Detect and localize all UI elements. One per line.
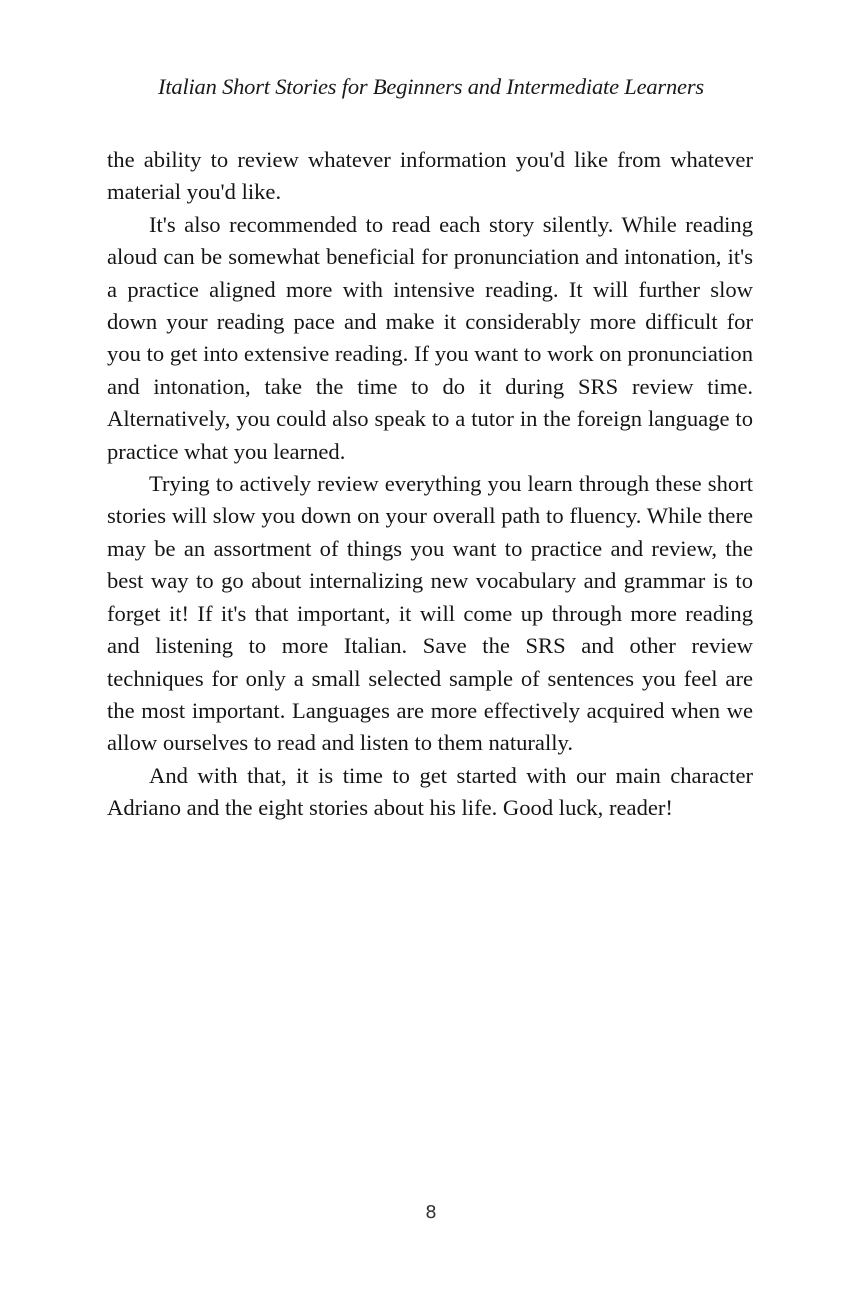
paragraph-closing: And with that, it is time to get started with our main character Adriano and the eight stories about his life. Good luck, reader! (107, 762, 753, 821)
paragraph-continuation: the ability to review whatever information you'd like from whatever material you'd like. (107, 147, 753, 205)
paragraph-active-review: Trying to actively review everything you learn through these short stories will slow you down on your overall path to fluency. While there may be an assortment of things you want to practice and review, the best way to go about internalizing new vocabulary and grammar is to forget it! If it's that important, it will come up through more reading and listening to more Italian. Save the SRS and other review techniques for only a small selected sample of sentences you feel are the most important. Languages are more effectively acquired when we allow ourselves to read and listen to them naturally. (107, 471, 753, 756)
running-header-title: Italian Short Stories for Beginners and Intermediate Learners (158, 74, 704, 99)
page-number: 8 (425, 1202, 437, 1223)
page-body (107, 144, 753, 825)
paragraph-silent-reading: It's also recommended to read each story silently. While reading aloud can be somewhat beneficial for pronunciation and intonation, it's a practice aligned more with intensive reading. It will further slow down your reading pace and make it considerably more difficult for you to get into extensive reading. If you want to work on pronunciation and intonation, take the time to do it during SRS review time. Alternatively, you could also speak to a tutor in the foreign language to practice what you learned. (107, 211, 753, 464)
